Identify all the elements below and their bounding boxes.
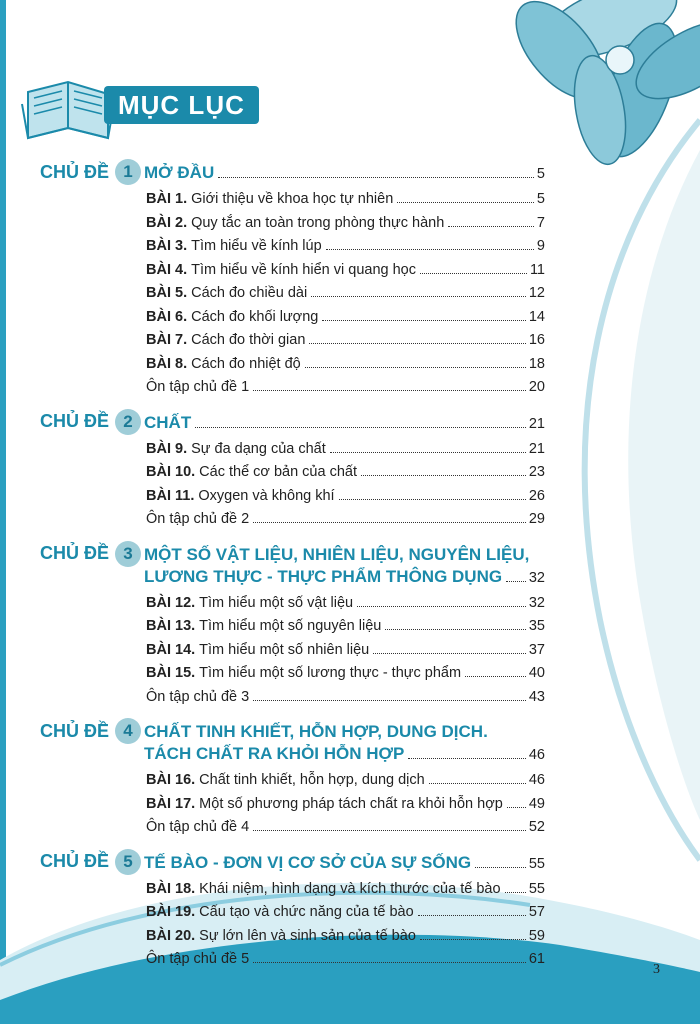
page-ref: 7 [536,214,545,231]
page-ref: 52 [528,819,545,835]
toc-entry[interactable] [146,376,545,400]
toc-entry[interactable] [146,259,545,283]
toc-entry[interactable] [146,662,545,686]
chapter-title[interactable] [144,852,545,875]
chapter-prefix: CHỦ ĐỀ [40,851,110,871]
toc-entry[interactable] [146,686,545,710]
lesson-number: BÀI 3. [146,238,188,254]
chapter-title[interactable] [144,412,545,435]
chapter-prefix: CHỦ ĐỀ [40,720,110,741]
toc-entry[interactable] [146,282,545,306]
toc-entry[interactable] [146,615,545,639]
chapter-label [40,408,144,436]
dot-leader [385,629,526,630]
lesson-title: Cách đo khối lượng [191,308,319,325]
page-ref: 11 [529,261,545,278]
lesson-number: BÀI 15. [146,665,196,681]
page-ref: 18 [528,355,545,372]
chapter-title-text: TẾ BÀO - ĐƠN VỊ CƠ SỞ CỦA SỰ SỐNG [144,852,472,872]
toc-entry[interactable] [146,461,545,485]
page-ref: 57 [528,904,545,920]
toc-entry[interactable] [146,485,545,509]
page-title: MỤC LỤC [104,86,259,124]
lesson-title: Tìm hiểu một số lương thực - thực phẩm [199,665,462,681]
dot-leader [253,390,526,391]
dot-leader [253,700,526,701]
lesson-title: Tìm hiểu một số nhiên liệu [199,641,370,658]
toc-entry[interactable] [146,438,545,462]
dot-leader [311,296,526,297]
page-number: 3 [653,962,660,977]
lesson-title: Ôn tập chủ đề 2 [146,511,250,527]
dot-leader [357,606,526,607]
toc-entry[interactable] [146,901,545,925]
chapter-prefix: CHỦ ĐỀ [40,161,110,182]
page-ref: 29 [528,511,545,527]
lesson-title: Cấu tạo và chức năng của tế bào [199,904,414,920]
chapter-title-text: CHẤT TINH KHIẾT, HỖN HỢP, DUNG DỊCH. [144,722,488,741]
chapter-label [40,158,144,186]
lesson-title: Ôn tập chủ đề 1 [146,379,250,395]
page-ref: 32 [528,594,545,611]
dot-leader [418,915,526,916]
lesson-title: Sự lớn lên và sinh sản của tế bào [199,927,416,944]
page-ref: 20 [528,379,545,395]
dot-leader [339,499,526,500]
dot-leader [475,867,526,868]
lesson-number: BÀI 17. [146,795,196,812]
dot-leader [420,939,526,940]
chapter-title-text: LƯƠNG THỰC - THỰC PHẨM THÔNG DỤNG [144,566,503,586]
lesson-title: Các thể cơ bản của chất [199,464,357,480]
lesson-title: Cách đo chiều dài [191,285,308,301]
page-ref: 49 [528,795,545,812]
dot-leader [408,758,525,759]
chapter [40,158,545,400]
lesson-title: Oxygen và không khí [198,487,335,504]
dot-leader [505,892,526,893]
lesson-title: Giới thiệu về khoa học tự nhiên [191,191,394,207]
chapter-prefix: CHỦ ĐỀ [40,543,110,563]
toc-entry[interactable] [146,639,545,663]
dot-leader [420,273,527,274]
chapter [40,408,545,532]
dot-leader [322,320,526,321]
lesson-number: BÀI 19. [146,904,196,920]
toc-entry[interactable] [146,353,545,377]
page-ref: 61 [528,951,545,967]
chapter-title[interactable] [144,162,545,185]
dot-leader [218,177,534,178]
lesson-number: BÀI 8. [146,355,188,372]
lesson-number: BÀI 4. [146,261,188,278]
dot-leader [253,962,526,963]
lesson-title: Chất tinh khiết, hỗn hợp, dung dịch [199,772,425,788]
toc-entry[interactable] [146,188,545,212]
chapter-title-text: CHẤT [144,412,192,432]
lesson-title: Tìm hiểu về kính lúp [191,238,322,254]
page-ref: 9 [536,238,545,254]
lesson-title: Sự đa dạng của chất [191,440,326,457]
table-of-contents [40,158,545,972]
lesson-number: BÀI 14. [146,641,196,658]
chapter-label [40,717,144,745]
chapter-label [40,848,144,876]
toc-entry[interactable] [146,878,545,902]
chapter-number-badge: 2 [115,409,141,435]
page-ref: 14 [528,308,545,325]
page-ref: 59 [528,927,545,944]
page-ref: 35 [528,618,545,634]
chapter-prefix: CHỦ ĐỀ [40,411,110,431]
lesson-title: Tìm hiểu một số vật liệu [199,594,354,611]
lesson-number: BÀI 6. [146,308,188,325]
toc-entry[interactable] [146,212,545,236]
toc-entry[interactable] [146,769,545,793]
lesson-title: Cách đo thời gian [191,332,306,348]
lesson-title: Ôn tập chủ đề 5 [146,951,250,967]
toc-entry[interactable] [146,793,545,817]
lesson-number: BÀI 12. [146,594,196,611]
toc-entry[interactable] [146,948,545,972]
lesson-title: Một số phương pháp tách chất ra khỏi hỗn hợp [199,795,503,812]
page-ref: 23 [528,464,545,480]
lesson-number: BÀI 7. [146,332,188,348]
dot-leader [195,427,526,428]
chapter-title-text: MỞ ĐẦU [144,163,215,182]
chapter-number-badge: 1 [115,159,141,185]
page-ref: 37 [528,641,545,658]
chapter-title[interactable] [144,566,545,589]
dot-leader [309,343,525,344]
toc-entry[interactable] [146,816,545,840]
dot-leader [253,830,526,831]
lesson-number: BÀI 10. [146,464,196,480]
lesson-title: Ôn tập chủ đề 4 [146,819,250,835]
dot-leader [253,522,526,523]
lesson-number: BÀI 11. [146,487,195,504]
dot-leader [465,676,526,677]
page-ref: 43 [528,688,545,705]
dot-leader [330,452,526,453]
dot-leader [429,783,526,784]
lesson-number: BÀI 13. [146,618,196,634]
chapter [40,848,545,972]
page-ref: 26 [528,487,545,504]
dot-leader [305,367,526,368]
chapter [40,540,545,710]
chapter-number-badge: 4 [115,718,141,744]
chapter-number-badge: 3 [115,541,141,567]
lesson-number: BÀI 2. [146,214,188,231]
page-ref: 5 [536,166,545,182]
lesson-number: BÀI 16. [146,772,196,788]
dot-leader [397,202,534,203]
dot-leader [507,807,526,808]
dot-leader [373,653,526,654]
dot-leader [506,581,526,582]
lesson-title: Tìm hiểu về kính hiển vi quang học [191,261,416,278]
page-ref: 5 [536,191,545,207]
toc-entry[interactable] [146,592,545,616]
lesson-number: BÀI 18. [146,880,196,897]
chapter [40,717,545,840]
lesson-number: BÀI 9. [146,440,188,457]
page-ref: 21 [528,415,545,432]
toc-entry[interactable] [146,508,545,532]
page-ref: 12 [528,285,545,301]
dot-leader [326,249,534,250]
toc-entry[interactable] [146,306,545,330]
chapter-number-badge: 5 [115,849,141,875]
dot-leader [448,226,534,227]
lesson-number: BÀI 5. [146,285,188,301]
lesson-title: Tìm hiểu một số nguyên liệu [199,618,382,634]
lesson-title: Quy tắc an toàn trong phòng thực hành [191,214,445,231]
page-ref: 46 [528,747,545,763]
chapter-title-text: TÁCH CHẤT RA KHỎI HỖN HỢP [144,744,405,763]
page-ref: 40 [528,665,545,681]
lesson-title: Ôn tập chủ đề 3 [146,688,250,705]
chapter-title-text: MỘT SỐ VẬT LIỆU, NHIÊN LIỆU, NGUYÊN LIỆU, [144,544,530,564]
toc-entry[interactable] [146,329,545,353]
lesson-title: Cách đo nhiệt độ [191,355,301,372]
lesson-number: BÀI 1. [146,191,188,207]
page-ref: 55 [528,880,545,897]
page-ref: 46 [528,772,545,788]
toc-entry[interactable] [146,925,545,949]
chapter-title[interactable] [144,721,545,743]
lesson-title: Khái niệm, hình dạng và kích thước của tế bào [199,880,501,897]
page-ref: 55 [528,855,545,872]
chapter-title[interactable] [144,743,545,766]
chapter-label [40,540,144,568]
toc-entry[interactable] [146,235,545,259]
page-ref: 21 [528,440,545,457]
page-ref: 16 [528,332,545,348]
page-ref: 32 [528,569,545,586]
chapter-title[interactable] [144,544,545,566]
lesson-number: BÀI 20. [146,927,196,944]
dot-leader [361,475,526,476]
